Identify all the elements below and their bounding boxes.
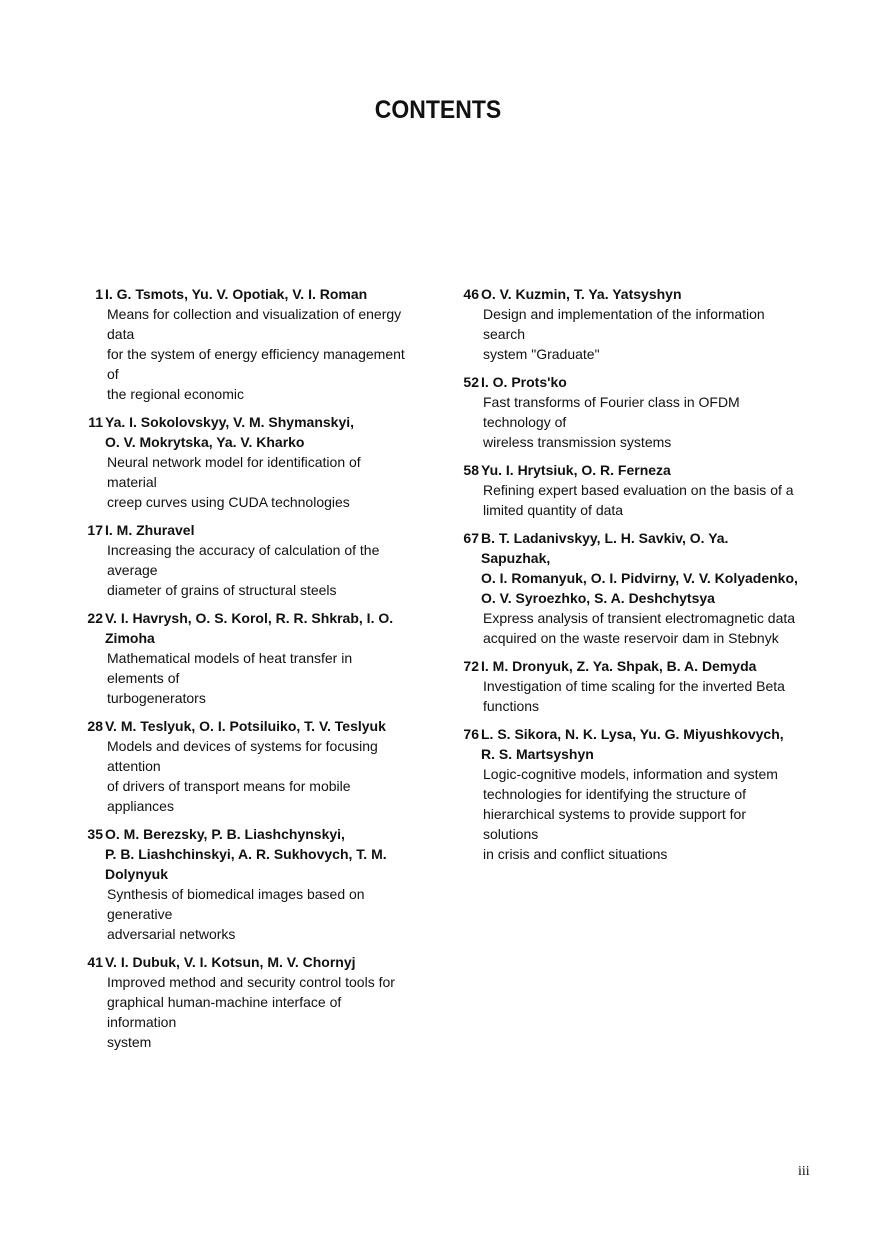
- toc-title-line: system: [107, 1034, 152, 1050]
- toc-authors: [483, 724, 798, 764]
- toc-author-line: P. B. Liashchinskyi, A. R. Sukhovych, T. M. Dolynyuk: [105, 846, 387, 882]
- toc-title-line: Design and implementation of the information search: [483, 306, 765, 342]
- toc-page-number: 58: [463, 462, 479, 478]
- toc-entry[interactable]: [82, 520, 412, 600]
- contents-right-column: [458, 284, 798, 872]
- toc-author-line: I. M. Zhuravel: [105, 522, 195, 538]
- toc-entry[interactable]: [458, 372, 798, 452]
- toc-title-line: hierarchical systems to provide support for solutions: [483, 806, 746, 842]
- page-title: CONTENTS: [374, 96, 502, 124]
- toc-entry[interactable]: [458, 656, 798, 716]
- toc-authors: [107, 716, 412, 736]
- toc-title-line: for the system of energy efficiency management of: [107, 346, 405, 382]
- toc-authors: [107, 608, 412, 648]
- toc-title-line: in crisis and conflict situations: [483, 846, 668, 862]
- toc-paper-title: [483, 676, 798, 716]
- toc-entry[interactable]: [82, 824, 412, 944]
- toc-title-line: Mathematical models of heat transfer in elements of: [107, 650, 353, 686]
- toc-authors: [483, 656, 798, 676]
- toc-title-line: system "Graduate": [483, 346, 600, 362]
- toc-authors: [107, 824, 412, 884]
- toc-page-number: 1: [95, 286, 103, 302]
- toc-page-number: 11: [88, 414, 103, 430]
- toc-paper-title: [107, 736, 412, 816]
- toc-title-line: creep curves using CUDA technologies: [107, 494, 350, 510]
- toc-paper-title: [483, 608, 798, 648]
- toc-author-line: O. V. Mokrytska, Ya. V. Kharko: [105, 434, 305, 450]
- toc-title-line: turbogenerators: [107, 690, 206, 706]
- toc-authors: [107, 412, 412, 452]
- toc-authors: [107, 284, 412, 304]
- toc-author-line: V. M. Teslyuk, O. I. Potsiluiko, T. V. Teslyuk: [105, 718, 386, 734]
- toc-title-line: technologies for identifying the structure of: [483, 786, 747, 802]
- toc-author-line: Yu. I. Hrytsiuk, O. R. Ferneza: [481, 462, 671, 478]
- toc-title-line: Means for collection and visualization of energy data: [107, 306, 402, 342]
- toc-paper-title: [107, 540, 412, 600]
- toc-entry[interactable]: [458, 528, 798, 648]
- toc-paper-title: [107, 972, 412, 1052]
- toc-title-line: Logic-cognitive models, information and system: [483, 766, 778, 782]
- toc-author-line: O. M. Berezsky, P. B. Liashchynskyi,: [105, 826, 345, 842]
- toc-entry[interactable]: [82, 412, 412, 512]
- toc-title-line: adversarial networks: [107, 926, 236, 942]
- toc-title-line: limited quantity of data: [483, 502, 624, 518]
- page-number: iii: [798, 1164, 810, 1179]
- toc-author-line: V. I. Dubuk, V. I. Kotsun, M. V. Chornyj: [105, 954, 356, 970]
- toc-title-line: Models and devices of systems for focusing attention: [107, 738, 378, 774]
- toc-page-number: 28: [87, 718, 103, 734]
- toc-title-line: acquired on the waste reservoir dam in Stebnyk: [483, 630, 779, 646]
- toc-authors: [483, 528, 798, 608]
- toc-title-line: diameter of grains of structural steels: [107, 582, 337, 598]
- toc-author-line: O. I. Romanyuk, O. I. Pidvirny, V. V. Kolyadenko,: [481, 570, 798, 586]
- toc-title-line: the regional economic: [107, 386, 244, 402]
- toc-title-line: Increasing the accuracy of calculation of the average: [107, 542, 380, 578]
- toc-paper-title: [107, 304, 412, 404]
- toc-page-number: 72: [463, 658, 479, 674]
- toc-title-line: Express analysis of transient electromagnetic data: [483, 610, 796, 626]
- toc-entry[interactable]: [458, 284, 798, 364]
- toc-author-line: O. V. Kuzmin, T. Ya. Yatsyshyn: [481, 286, 682, 302]
- toc-authors: [107, 520, 412, 540]
- toc-paper-title: [483, 480, 798, 520]
- toc-entry[interactable]: [82, 284, 412, 404]
- toc-paper-title: [107, 648, 412, 708]
- toc-author-line: O. V. Syroezhko, S. A. Deshchytsya: [481, 590, 715, 606]
- toc-title-line: Neural network model for identification of material: [107, 454, 361, 490]
- toc-paper-title: [107, 884, 412, 944]
- contents-left-column: [82, 284, 412, 1060]
- toc-author-line: Ya. I. Sokolovskyy, V. M. Shymanskyi,: [105, 414, 355, 430]
- toc-paper-title: [483, 304, 798, 364]
- toc-title-line: graphical human-machine interface of information: [107, 994, 342, 1030]
- toc-page-number: 76: [463, 726, 479, 742]
- toc-paper-title: [483, 764, 798, 864]
- toc-entry[interactable]: [82, 952, 412, 1052]
- toc-page-number: 22: [87, 610, 103, 626]
- toc-author-line: V. I. Havrysh, O. S. Korol, R. R. Shkrab, I. O. Zimoha: [105, 610, 394, 646]
- toc-page-number: 41: [87, 954, 103, 970]
- toc-author-line: R. S. Martsyshyn: [481, 746, 594, 762]
- toc-title-line: functions: [483, 698, 540, 714]
- toc-page-number: 67: [463, 530, 479, 546]
- toc-page-number: 46: [463, 286, 479, 302]
- toc-entry[interactable]: [82, 608, 412, 708]
- toc-paper-title: [483, 392, 798, 452]
- toc-title-line: Synthesis of biomedical images based on generative: [107, 886, 365, 922]
- toc-authors: [483, 372, 798, 392]
- toc-paper-title: [107, 452, 412, 512]
- toc-entry[interactable]: [458, 460, 798, 520]
- toc-author-line: I. G. Tsmots, Yu. V. Opotiak, V. I. Roman: [105, 286, 368, 302]
- toc-page-number: 35: [87, 826, 103, 842]
- toc-page-number: 17: [87, 522, 103, 538]
- toc-authors: [483, 284, 798, 304]
- toc-entry[interactable]: [82, 716, 412, 816]
- toc-title-line: Fast transforms of Fourier class in OFDM technology of: [483, 394, 740, 430]
- toc-page-number: 52: [463, 374, 479, 390]
- toc-author-line: B. T. Ladanivskyy, L. H. Savkiv, O. Ya. Sapuzhak,: [481, 530, 729, 566]
- toc-entry[interactable]: [458, 724, 798, 864]
- toc-authors: [107, 952, 412, 972]
- toc-title-line: of drivers of transport means for mobile appliances: [107, 778, 351, 814]
- toc-author-line: I. O. Prots'ko: [481, 374, 567, 390]
- toc-author-line: I. M. Dronyuk, Z. Ya. Shpak, B. A. Demyda: [481, 658, 757, 674]
- toc-title-line: wireless transmission systems: [483, 434, 672, 450]
- toc-author-line: L. S. Sikora, N. K. Lysa, Yu. G. Miyushkovych,: [481, 726, 784, 742]
- toc-authors: [483, 460, 798, 480]
- toc-title-line: Refining expert based evaluation on the basis of a: [483, 482, 794, 498]
- toc-title-line: Investigation of time scaling for the inverted Beta: [483, 678, 785, 694]
- toc-title-line: Improved method and security control tools for: [107, 974, 395, 990]
